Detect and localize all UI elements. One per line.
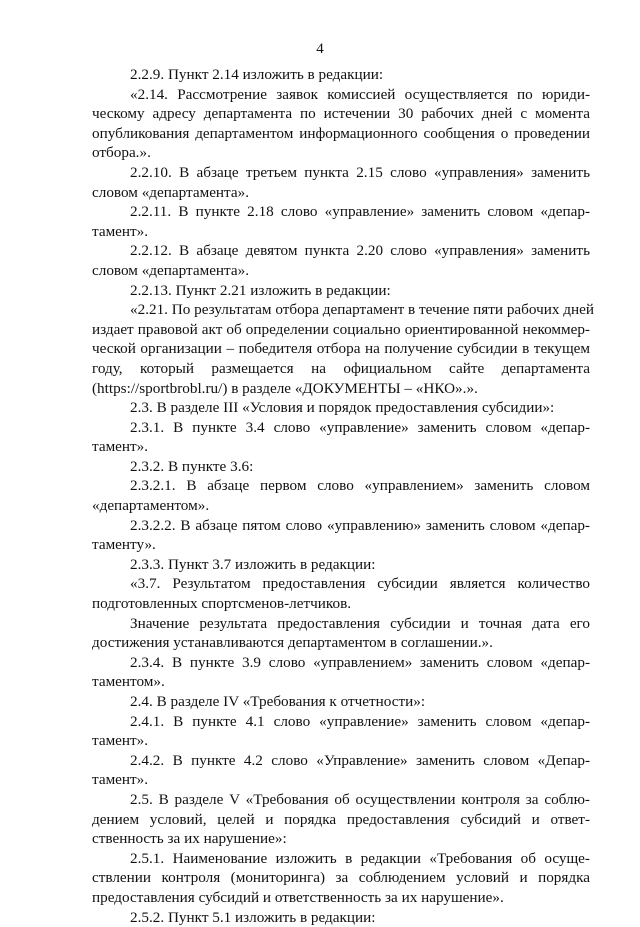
text-line: 2.2.10. В абзаце третьем пункта 2.15 слово «управления» заменить [130,163,590,181]
paragraph [92,908,590,927]
text-line: 2.3.4. В пункте 3.9 слово «управлением» заменить словом «депар- [130,653,590,671]
text-line: подготовленных спортсменов-летчиков. [92,595,352,613]
text-line: Значение результата предоставления субсидии и точная дата его [130,614,590,632]
paragraph [92,202,590,241]
paragraph [92,790,590,849]
text-line: «2.14. Рассмотрение заявок комиссией осуществляется по юриди- [130,85,590,103]
text-line: «2.21. По результатам отбора департамент в течение пяти рабочих дней [130,301,594,319]
paragraph [92,653,590,692]
text-line: отбора.». [92,144,151,162]
text-line: дением условий, целей и порядка предоставления субсидий и ответ- [92,810,590,828]
paragraph [92,692,590,712]
paragraph [92,85,590,163]
paragraph [92,712,590,751]
text-line: издает правовой акт об определении социально ориентированной некоммер- [92,320,590,338]
paragraph [92,398,590,418]
text-line: 2.2.12. В абзаце девятом пункта 2.20 слово «управления» заменить [130,242,590,260]
paragraph [92,574,590,613]
text-line: 2.3. В разделе III «Условия и порядок предоставления субсидии»: [130,399,555,417]
document-body [92,65,594,927]
text-line: 2.3.1. В пункте 3.4 слово «управление» заменить словом «депар- [130,418,590,436]
paragraph [92,281,590,301]
text-line: 2.3.2.2. В абзаце пятом слово «управлению» заменить словом «депар- [130,516,590,534]
text-line: словом «департамента». [92,261,250,279]
paragraph [92,751,590,790]
text-line: достижения устанавливаются департаментом в соглашении.». [92,634,493,652]
text-line: тамент». [92,771,149,789]
text-line: таменту». [92,536,156,554]
text-line: тамент». [92,438,149,456]
text-line: 2.3.3. Пункт 3.7 изложить в редакции: [130,555,376,573]
paragraph [92,476,590,515]
text-line: 2.3.2.1. В абзаце первом слово «управлением» заменить словом [130,477,590,495]
text-line: «3.7. Результатом предоставления субсидии является количество [130,575,590,593]
paragraph [92,614,590,653]
text-line: 2.4.2. В пункте 4.2 слово «Управление» заменить словом «Депар- [130,751,590,769]
text-line: (https://sportbrobl.ru/) в разделе «ДОКУМЕНТЫ – «НКО».». [92,379,478,397]
text-line: году, который размещается на официальном сайте департамента [92,359,590,377]
paragraph [92,418,590,457]
paragraph [92,65,590,85]
text-line: «департаментом». [92,497,210,515]
text-line: предоставления субсидий и ответственность за их нарушение». [92,888,504,906]
paragraph [92,241,590,280]
paragraph [92,163,590,202]
paragraph [92,300,594,398]
paragraph [92,555,590,575]
paragraph [92,516,590,555]
paragraph [92,457,590,477]
text-line: тамент». [92,222,149,240]
text-line: ческому адресу департамента по истечении 30 рабочих дней с момента [92,105,590,123]
text-line: 2.2.11. В пункте 2.18 слово «управление» заменить словом «депар- [130,203,590,221]
text-line: таментом». [92,673,165,691]
page-number: 4 [316,41,324,57]
text-line: 2.5.1. Наименование изложить в редакции «Требования об осуще- [130,849,590,867]
text-line: 2.4. В разделе IV «Требования к отчетности»: [130,693,426,710]
text-line: 2.3.2. В пункте 3.6: [130,457,254,475]
text-line: ствлении контроля (мониторинга) за соблюдением условий и порядка [92,869,590,887]
text-line: 2.4.1. В пункте 4.1 слово «управление» заменить словом «депар- [130,712,590,730]
text-line: тамент». [92,732,149,750]
text-line: 2.2.9. Пункт 2.14 изложить в редакции: [130,66,384,83]
text-line: словом «департамента». [92,183,250,201]
text-line: 2.5. В разделе V «Требования об осуществлении контроля за соблю- [130,790,590,808]
text-line: опубликования департаментом информационного сообщения о проведении [92,124,590,142]
text-line: ческой организации – победителя отбора на получение субсидии в текущем [92,340,590,358]
text-line: 2.2.13. Пункт 2.21 изложить в редакции: [130,281,391,299]
paragraph [92,849,590,908]
text-line: ственность за их нарушение»: [92,830,287,848]
text-line: 2.5.2. Пункт 5.1 изложить в редакции: [130,908,376,926]
